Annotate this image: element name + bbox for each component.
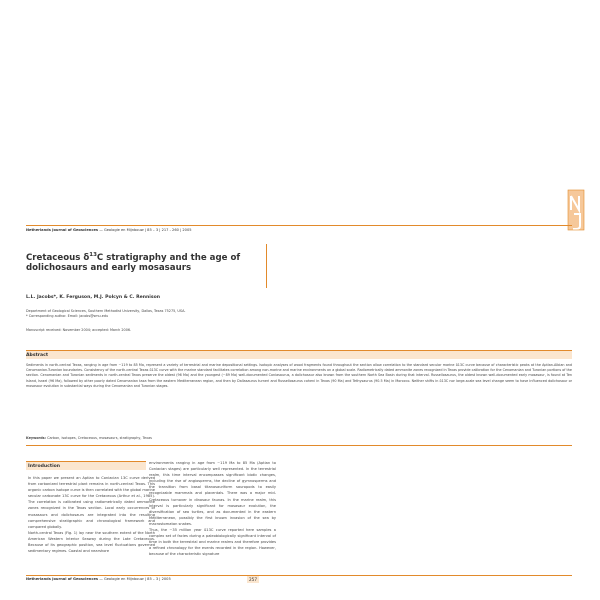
affiliation (26, 309, 185, 319)
header-rule (26, 225, 572, 226)
abstract-header (26, 351, 572, 359)
journal-logo (566, 184, 586, 236)
keywords (26, 436, 152, 440)
footer-rule (26, 575, 572, 576)
footer-journal: Netherlands Journal of Geosciences (26, 577, 99, 581)
footer-details: — Geologie en Mijnbouw | 85 – 3 | 2005 (98, 577, 171, 581)
abstract-bottom-rule (26, 445, 572, 446)
corresponding-author: * Corresponding author. Email: jacobs@smu.edu (26, 314, 109, 318)
abstract-heading: Abstract (26, 352, 49, 358)
title-superscript: 13 (89, 252, 97, 258)
keywords-label: Keywords: (26, 436, 47, 440)
manuscript-dates: Manuscript received: November 2004; accepted: March 2006. (26, 328, 132, 332)
title-accent-bar (266, 244, 267, 288)
keywords-text: Carbon, isotopes, Cretaceous, mosasaurs, stratigraphy, Texas (46, 436, 152, 440)
title-part2: C stratigraphy and the age of dolichosaurs and early mosasaurs (26, 252, 241, 274)
abstract-text: Sediments in north-central Texas, ranging in age from ~119 to 85 Ma, represent a variety of terrestrial and marine depositional settings. Isotopic analyses of wood fragments found throughout the section allow correlation to the standard secular marine δ13C curve because of characteristic peaks at the Aptian-Albian and Cenomanian-Turonian boundaries. Consistency of the north-central Texas δ13C curve with the marine standard facilitates correlation among non-marine and marine environments on a global scale. Radiometrically dated ammonite zones recognized in Texas provide calibration for the Cenomanian and Turonian portions of the section. Cenomanian and Turonian sediments in north-central Texas preserve the oldest (96 Ma) and the youngest (~89 Ma) well-documented Coniasaurus, a dolichosaur also known from the southern North Sea Basin during that interval. Russellosaurus, the oldest known well-documented early mosasaur, is found at Ten Island, Israel (96 Ma), followed by other poorly dated Cenomanian taxa from the eastern Mediterranean region, and then by Dallasaurus turneri and Russellosaurus coheni in Texas (90 Ma) and Tethysaurus (90.5 Ma) in Morocco. Neither shifts in δ13C nor large-scale sea level change seem to have influenced dolichosaur or mosasaur evolution in substantial ways during the Cenomanian and Turonian stages. (26, 363, 572, 388)
affiliation-line: Department of Geological Sciences, Southern Methodist University, Dallas, Texas 75275, USA. (26, 309, 186, 313)
running-head-details: — Geologie en Mijnbouw | 85 – 3 | 217 - 260 | 2005 (98, 228, 192, 232)
authors: L.L. Jacobs*, K. Ferguson, M.J. Polcyn & C. Rennison (26, 295, 161, 300)
body-column-right: environments ranging in age from ~119 Ma to 85 Ma (Aptian to Coniacian stages) are particularly well represented. In the terrestrial realm, this time interval encompasses significant biotic changes, including the rise of angiosperms, the decline of gymnosperms and the transition from basal titanosauriform sauropods to easily recognizable mammals and placentals. There was a major mid-Cretaceous turnover in dinosaur faunas. In the marine realm, this interval is particularly significant for mosasaur evolution, the diversification of sea turtles, and as documented in the eastern Mediterranean, possibly the first known invasion of the sea by macrostomatan snakes. Thus, the ~35 million year δ13C curve reported here samples a complex set of facies during a paleobiologically significant interval of time in both the terrestrial and marine realms and therefore provides a refined chronology for the events recorded in the region. However, because of the characteristic signature (149, 461, 276, 557)
introduction-heading: Introduction (28, 463, 61, 469)
title-part1: Cretaceous δ (26, 252, 90, 263)
nj-logo-icon (566, 184, 586, 236)
footer (26, 577, 171, 581)
running-head (26, 228, 192, 232)
article-title (26, 250, 276, 274)
article-title-block (26, 250, 276, 274)
introduction-header (26, 461, 146, 470)
page-number: 257 (249, 577, 257, 582)
body-column-left: In this paper we present an Aptian to Coniacian 13C curve derived from carbonized terrestrial plant remains in north-central Texas. This organic carbon isotope curve is then correlated with the global marine secular carbonate 13C curve for the Cretaceous (Arthur et al., 1985). The correlation is calibrated using radiometrically dated ammonite zones recognized in the Texas section. Local early occurrences of mosasaurs and dolichosaurs are integrated into the resulting comprehensive stratigraphic and chronological framework and compared globally. North-central Texas (Fig. 1) lay near the southern extent of the North American Western Interior Seaway during the Late Cretaceous. Because of its geographic position, sea level fluctuations governed sedimentary regimes. Coastal and nearshore (28, 476, 155, 554)
running-head-journal: Netherlands Journal of Geosciences (26, 228, 99, 232)
